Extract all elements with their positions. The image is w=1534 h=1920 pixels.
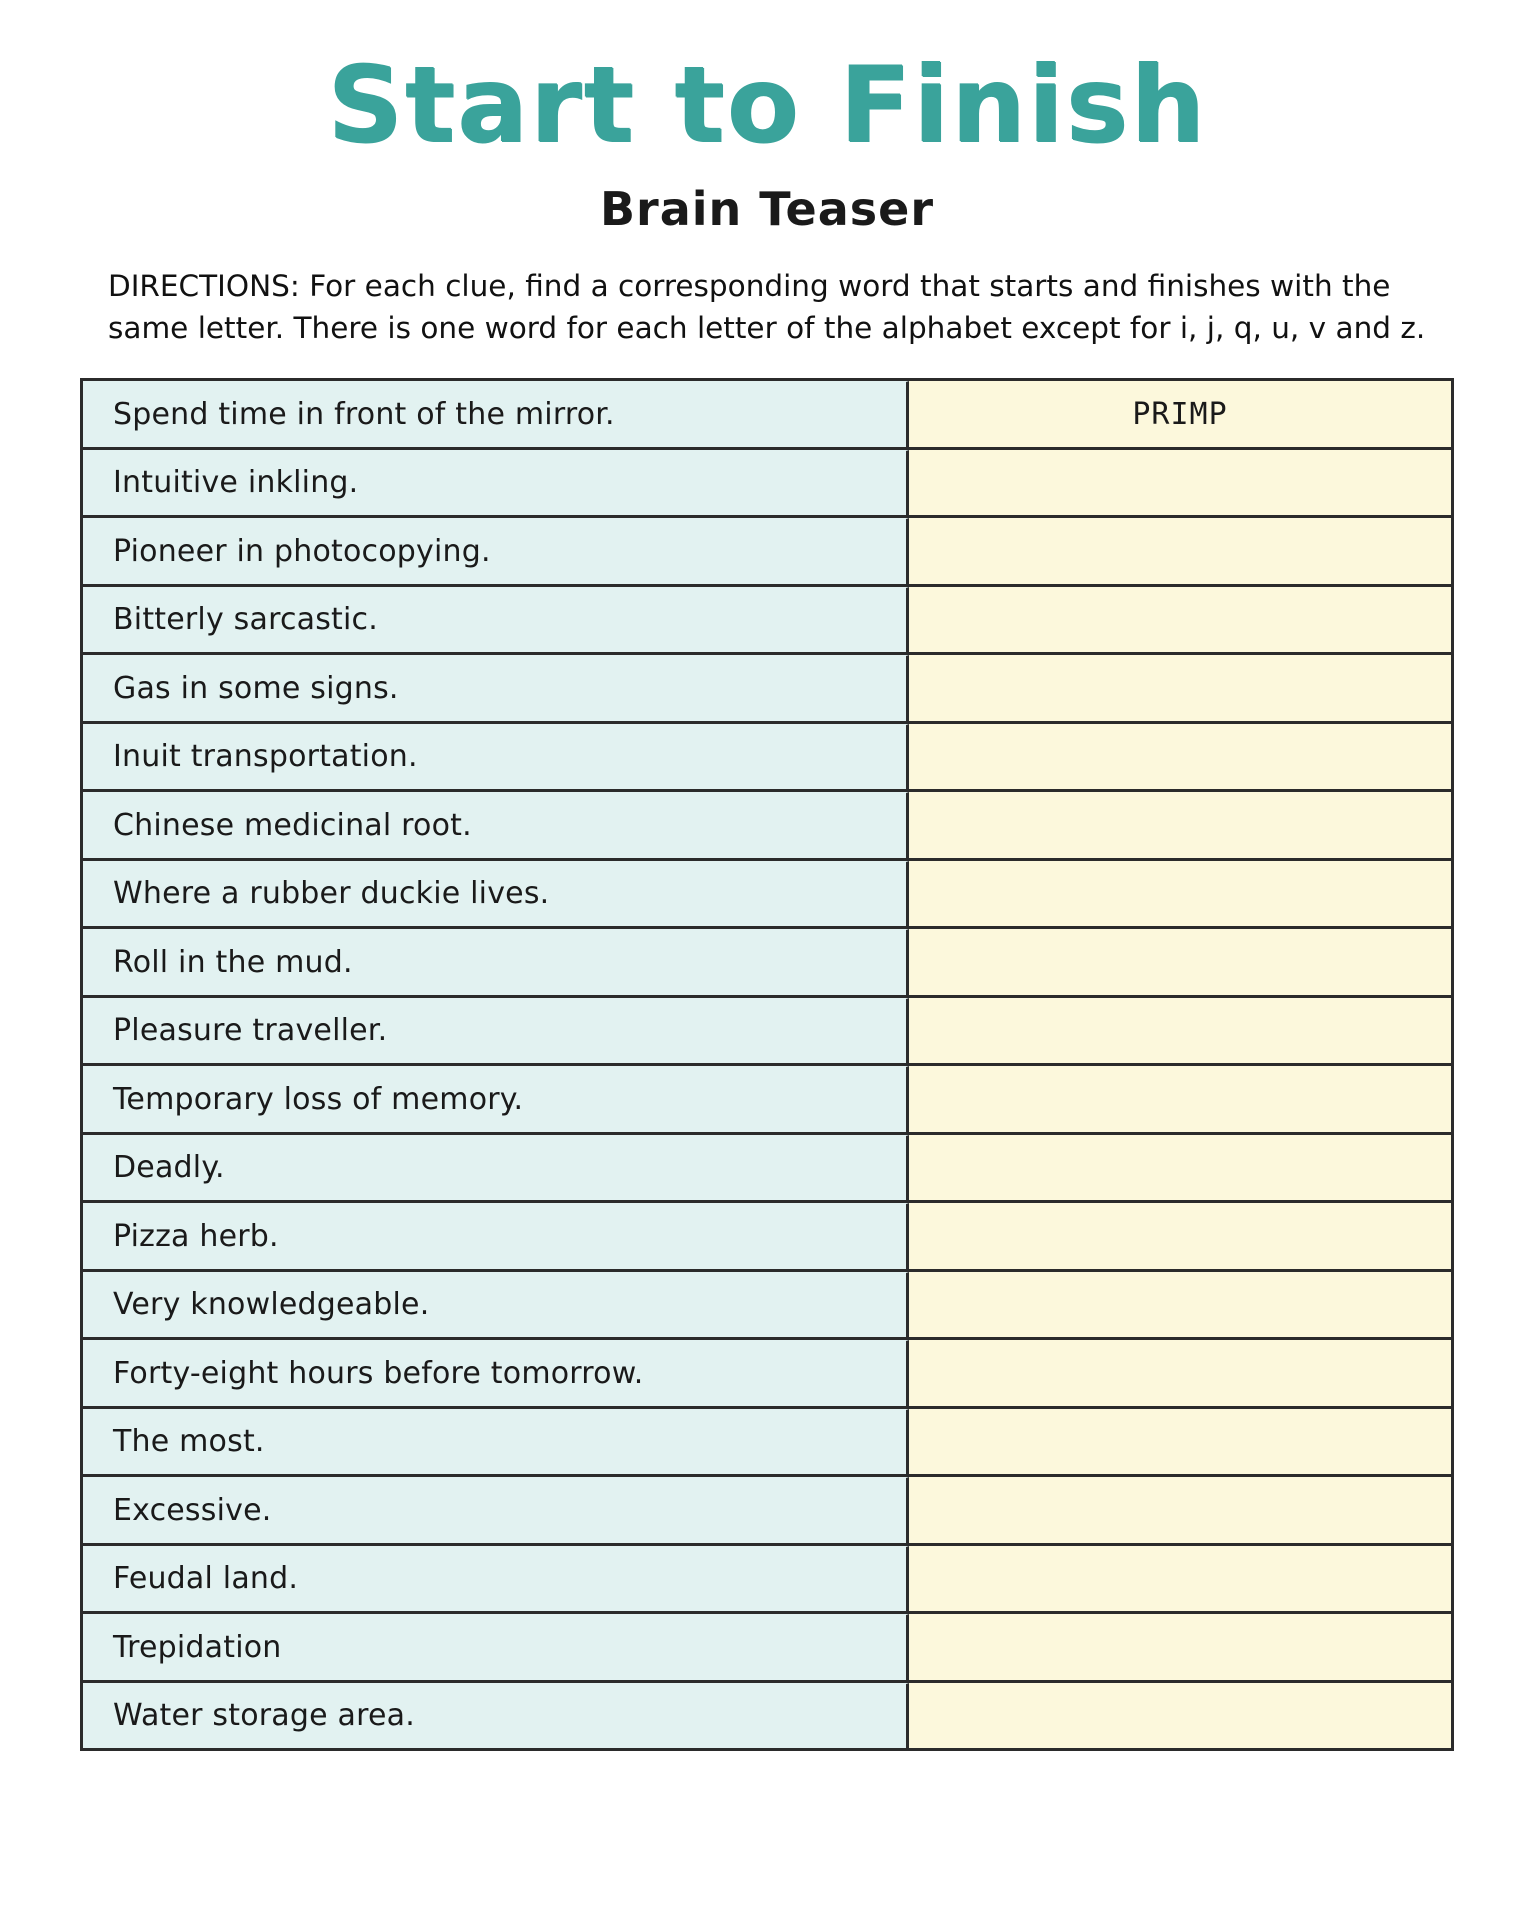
table-row [83,1614,1451,1683]
table-row [83,998,1451,1067]
table-row [83,861,1451,930]
page-title: Start to Finish [327,44,1207,166]
answer-cell[interactable] [909,1066,1451,1132]
directions-text: DIRECTIONS: For each clue, find a corresponding word that starts and finishes with the same letter. There is one word for each letter of the alphabet except for i, j, q, u, v and z. [108,269,1426,346]
clue-cell: Water storage area. [83,1683,909,1749]
table-row [83,1135,1451,1204]
table-row [83,1203,1451,1272]
table-row [83,1272,1451,1341]
clue-cell: Where a rubber duckie lives. [83,861,909,927]
clue-cell: Forty-eight hours before tomorrow. [83,1340,909,1406]
table-row [83,655,1451,724]
clue-answer-table [80,378,1454,1751]
answer-cell[interactable] [909,724,1451,790]
answer-cell[interactable] [909,587,1451,653]
clue-cell: Pizza herb. [83,1203,909,1269]
table-row [83,1409,1451,1478]
answer-cell[interactable] [909,518,1451,584]
table-row [83,518,1451,587]
answer-cell[interactable] [909,998,1451,1064]
answer-cell[interactable] [909,929,1451,995]
clue-cell: Pleasure traveller. [83,998,909,1064]
answer-cell[interactable] [909,1340,1451,1406]
table-row [83,450,1451,519]
table-row [83,1683,1451,1752]
table-row [83,1066,1451,1135]
table-row [83,1340,1451,1409]
table-row [83,792,1451,861]
answer-cell[interactable] [909,1614,1451,1680]
table-row [83,381,1451,450]
answer-cell[interactable] [909,1683,1451,1749]
answer-cell[interactable] [909,1272,1451,1338]
table-row [83,724,1451,793]
answer-cell[interactable] [909,1409,1451,1475]
answer-cell[interactable] [909,792,1451,858]
clue-cell: Feudal land. [83,1546,909,1612]
clue-cell: The most. [83,1409,909,1475]
clue-cell: Temporary loss of memory. [83,1066,909,1132]
table-row [83,929,1451,998]
clue-cell: Pioneer in photocopying. [83,518,909,584]
answer-cell[interactable] [909,450,1451,516]
clue-cell: Trepidation [83,1614,909,1680]
clue-cell: Very knowledgeable. [83,1272,909,1338]
clue-cell: Bitterly sarcastic. [83,587,909,653]
clue-cell: Excessive. [83,1477,909,1543]
clue-cell: Deadly. [83,1135,909,1201]
answer-cell[interactable] [909,1477,1451,1543]
page-subtitle: Brain Teaser [599,182,935,237]
clue-cell: Gas in some signs. [83,655,909,721]
clue-cell: Roll in the mud. [83,929,909,995]
answer-cell[interactable]: PRIMP [909,381,1451,447]
table-row [83,1546,1451,1615]
clue-cell: Chinese medicinal root. [83,792,909,858]
table-row [83,587,1451,656]
answer-cell[interactable] [909,861,1451,927]
table-row [83,1477,1451,1546]
answer-cell[interactable] [909,1203,1451,1269]
answer-cell[interactable] [909,1135,1451,1201]
clue-cell: Spend time in front of the mirror. [83,381,909,447]
answer-cell[interactable] [909,655,1451,721]
clue-cell: Inuit transportation. [83,724,909,790]
answer-cell[interactable] [909,1546,1451,1612]
clue-cell: Intuitive inkling. [83,450,909,516]
